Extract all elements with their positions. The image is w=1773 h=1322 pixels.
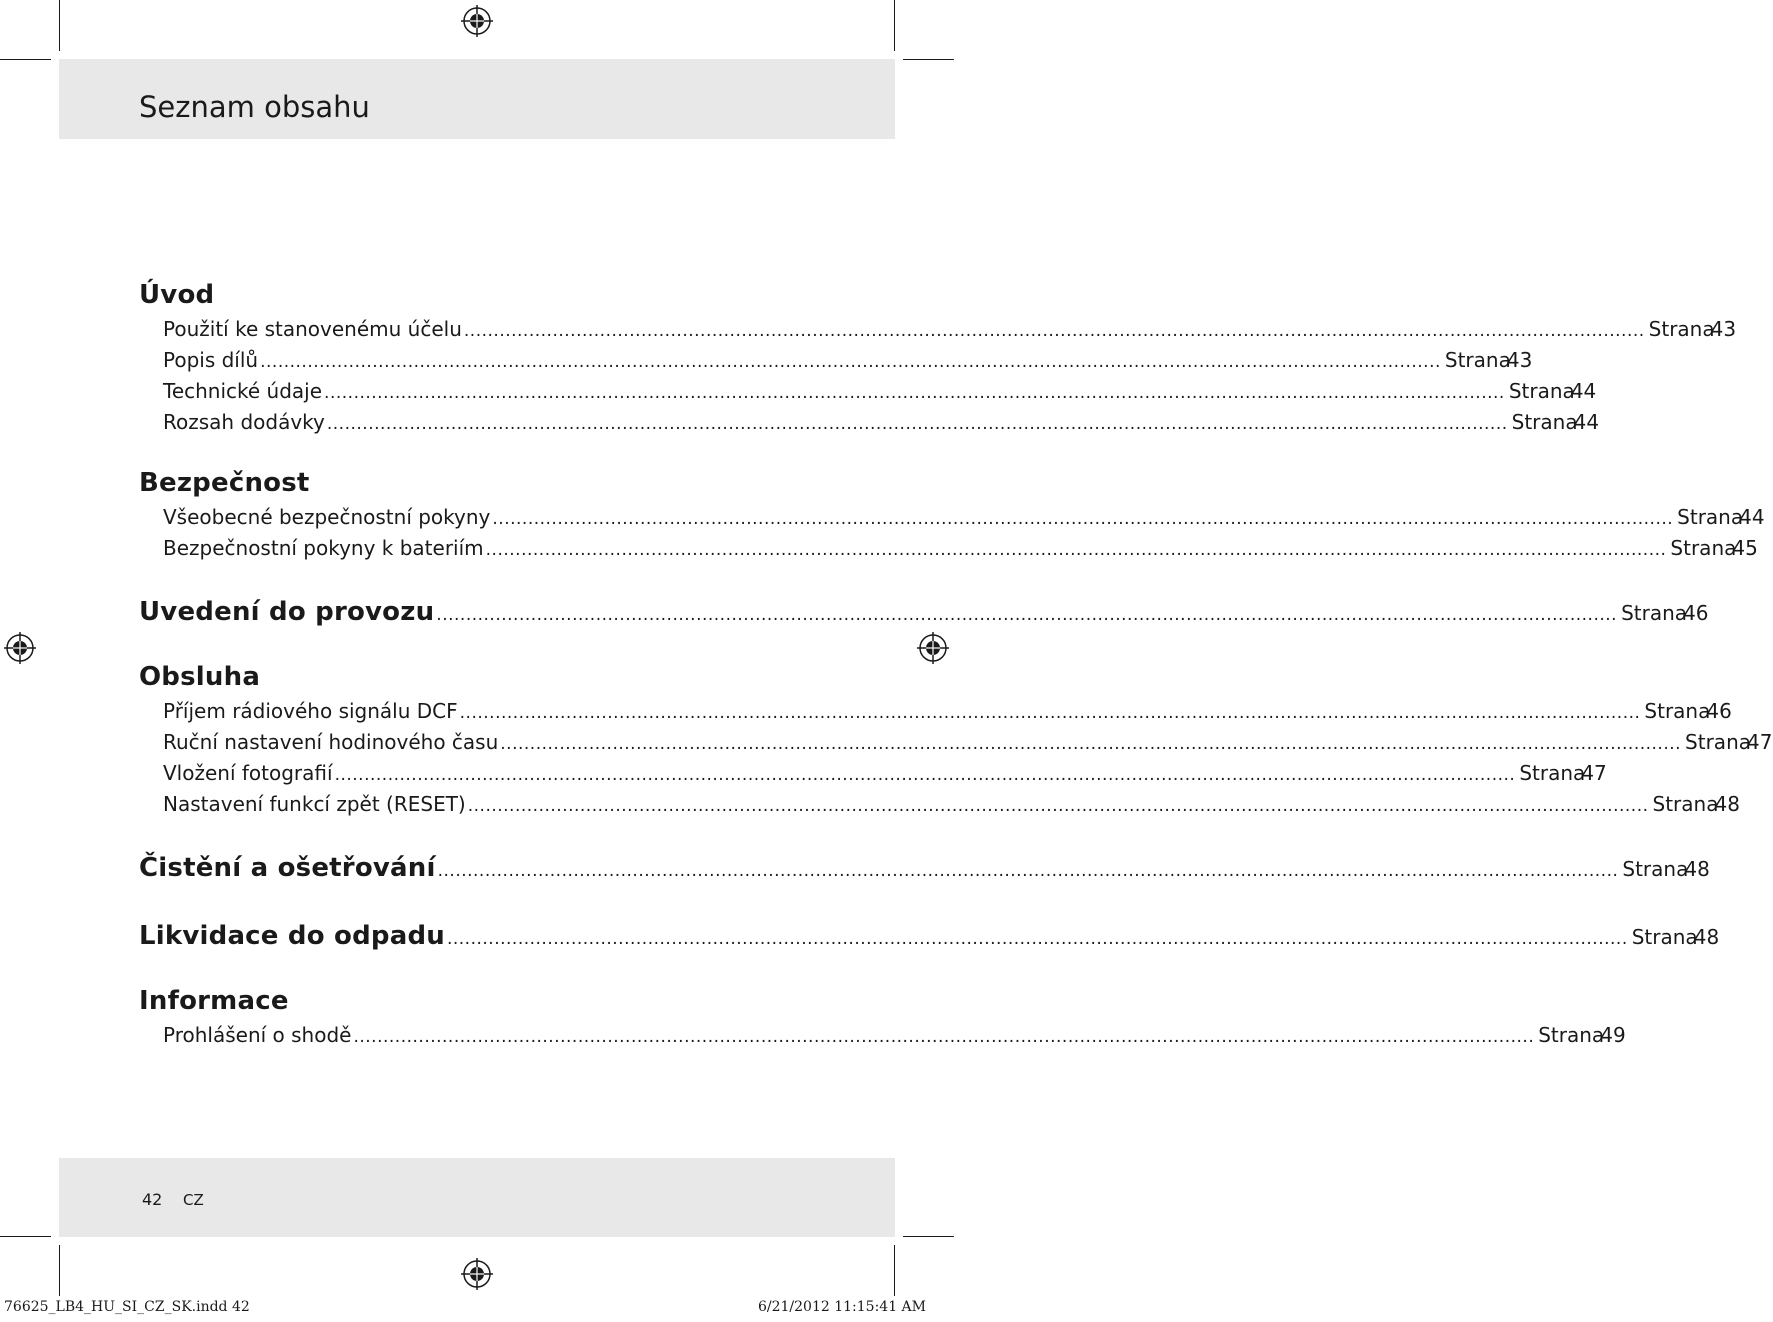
registration-mark-icon: [917, 632, 949, 664]
toc-entry[interactable]: [139, 696, 1732, 727]
toc-entry-page: 45: [1732, 536, 1758, 560]
toc-section: [139, 660, 1773, 820]
dot-leader: ........................................................................................................................................................................................................: [463, 321, 1645, 341]
toc-entry-page: 43: [1506, 348, 1533, 372]
language-code: CZ: [183, 1191, 204, 1209]
toc-entry-page: 47: [1581, 761, 1607, 785]
dot-leader: ........................................................................................................................................................................................................: [353, 1027, 1535, 1047]
toc-entry-label: Strana: [1648, 317, 1715, 341]
toc-section-heading: Úvod: [139, 280, 215, 310]
toc-entry-page: 48: [1693, 925, 1720, 949]
toc-entry[interactable]: [139, 407, 1600, 438]
dot-leader: ........................................................................................................................................................................................................: [334, 765, 1516, 785]
toc-entry[interactable]: [139, 727, 1773, 758]
toc-section-heading: Bezpečnost: [139, 468, 310, 498]
toc-section-heading: Obsluha: [139, 662, 261, 692]
toc-entry-label: Strana: [1519, 761, 1586, 785]
toc-section-heading: Likvidace do odpadu: [139, 921, 445, 951]
toc-section-heading: Uvedení do provozu: [139, 597, 435, 627]
toc-section: [139, 466, 1765, 564]
toc-entry-title: Prohlášení o shodě: [163, 1023, 352, 1047]
toc-entry-label: Strana: [1511, 410, 1578, 434]
toc-section-heading: Informace: [139, 986, 289, 1016]
toc-entry-page: 44: [1573, 410, 1600, 434]
crop-mark: [59, 1245, 60, 1296]
page-number: 42: [142, 1190, 163, 1209]
toc-entry-title: Popis dílů: [163, 348, 259, 372]
toc-entry-page: 47: [1747, 730, 1773, 754]
dot-leader: ........................................................................................................................................................................................................: [492, 509, 1674, 529]
toc-section: [139, 278, 1737, 438]
toc-entry[interactable]: [139, 789, 1740, 820]
dot-leader: ........................................................................................................................................................................................................: [459, 703, 1641, 723]
footer-band: [59, 1158, 895, 1237]
toc-entry[interactable]: [139, 758, 1607, 789]
table-of-contents: [139, 278, 1773, 1079]
crop-mark: [0, 59, 51, 60]
dot-leader: ........................................................................................................................................................................................................: [446, 929, 1628, 949]
toc-entry[interactable]: [139, 1020, 1626, 1051]
toc-entry-label: Strana: [1670, 536, 1737, 560]
toc-entry[interactable]: [139, 376, 1597, 407]
slug-timestamp: 6/21/2012 11:15:41 AM: [757, 1299, 926, 1315]
toc-entry-label: Strana: [1652, 792, 1719, 816]
toc-entry-label: Strana: [1677, 505, 1744, 529]
toc-entry-label: Strana: [1644, 699, 1711, 723]
toc-heading-entry[interactable]: [139, 916, 1720, 956]
toc-entry-title: Všeobecné bezpečnostní pokyny: [163, 505, 491, 529]
dot-leader: ........................................................................................................................................................................................................: [500, 734, 1682, 754]
toc-entry-label: Strana: [1538, 1023, 1605, 1047]
toc-entry-page: 46: [1683, 601, 1709, 625]
slug-filename: 76625_LB4_HU_SI_CZ_SK.indd 42: [4, 1299, 250, 1315]
registration-mark-icon: [461, 1258, 493, 1290]
toc-entry-page: 44: [1739, 505, 1765, 529]
toc-entry-label: Strana: [1621, 601, 1688, 625]
toc-entry-page: 46: [1706, 699, 1732, 723]
header-band: [59, 59, 895, 139]
toc-entry-label: Strana: [1622, 857, 1689, 881]
crop-mark: [903, 1236, 954, 1237]
registration-mark-icon: [461, 5, 493, 37]
dot-leader: ........................................................................................................................................................................................................: [326, 414, 1508, 434]
dot-leader: ........................................................................................................................................................................................................: [437, 861, 1619, 881]
crop-mark: [894, 1245, 895, 1296]
toc-entry-label: Strana: [1508, 379, 1575, 403]
toc-entry-title: Vložení fotografií: [163, 761, 333, 785]
toc-entry-title: Příjem rádiového signálu DCF: [163, 699, 458, 723]
toc-entry-page: 48: [1714, 792, 1740, 816]
toc-heading-entry[interactable]: [139, 592, 1709, 632]
toc-entry-page: 48: [1684, 857, 1710, 881]
toc-entry-title: Rozsah dodávky: [163, 410, 325, 434]
toc-entry-title: Použití ke stanovenému účelu: [163, 317, 462, 341]
toc-entry-page: 44: [1570, 379, 1597, 403]
toc-entry-page: 49: [1600, 1023, 1626, 1047]
toc-section: [139, 984, 1626, 1051]
toc-entry-title: Nastavení funkcí zpět (RESET): [163, 792, 466, 816]
dot-leader: ........................................................................................................................................................................................................: [485, 540, 1667, 560]
crop-mark: [894, 0, 895, 51]
crop-mark: [59, 0, 60, 51]
toc-entry-title: Bezpečnostní pokyny k bateriím: [163, 536, 484, 560]
toc-heading-entry[interactable]: [139, 848, 1710, 888]
registration-mark-icon: [4, 632, 36, 664]
toc-entry[interactable]: [139, 314, 1737, 345]
toc-section: [139, 916, 1720, 956]
toc-entry[interactable]: [139, 533, 1758, 564]
toc-section-heading: Čistění a ošetřování: [139, 853, 436, 883]
toc-entry-title: Ruční nastavení hodinového času: [163, 730, 499, 754]
dot-leader: ........................................................................................................................................................................................................: [324, 383, 1505, 403]
crop-mark: [903, 59, 954, 60]
dot-leader: ........................................................................................................................................................................................................: [260, 352, 1441, 372]
toc-section: [139, 848, 1710, 888]
toc-entry[interactable]: [139, 502, 1765, 533]
toc-section: [139, 592, 1709, 632]
toc-entry-label: Strana: [1631, 925, 1698, 949]
crop-mark: [0, 1236, 51, 1237]
page-title: Seznam obsahu: [139, 90, 370, 124]
toc-entry-label: Strana: [1685, 730, 1751, 754]
toc-entry-label: Strana: [1444, 348, 1511, 372]
toc-entry-page: 43: [1710, 317, 1737, 341]
dot-leader: ........................................................................................................................................................................................................: [467, 796, 1649, 816]
toc-entry[interactable]: [139, 345, 1533, 376]
toc-entry-title: Technické údaje: [163, 379, 323, 403]
dot-leader: ........................................................................................................................................................................................................: [436, 605, 1618, 625]
